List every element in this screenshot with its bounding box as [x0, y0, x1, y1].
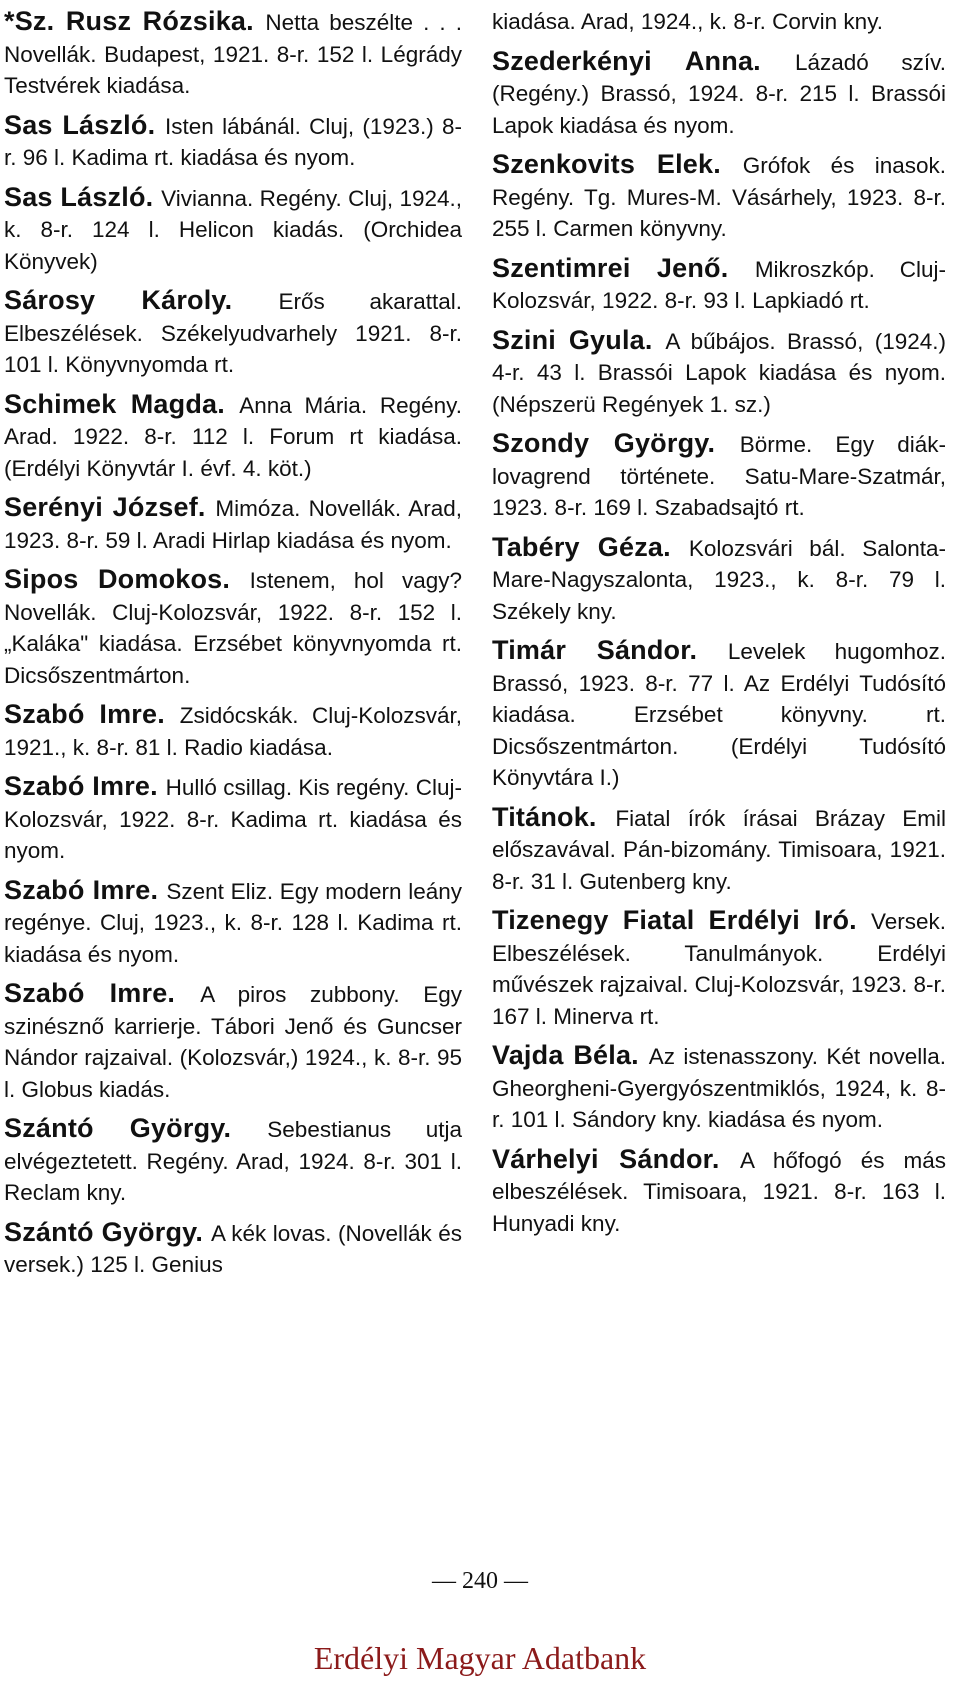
bibliography-entry: [492, 253, 946, 317]
bibliography-entry: [492, 1144, 946, 1240]
entry-author: Szentimrei Jenő.: [492, 252, 729, 283]
entry-author: Szabó Imre.: [4, 771, 158, 801]
bibliography-entry: [4, 110, 462, 174]
entry-author: Sas László.: [4, 109, 156, 140]
bibliography-entry: [4, 182, 462, 278]
entry-text: Kolozsvári bál. Salonta-Mare-Nagyszalonta, 1923., k. 8-r. 79 l. Székely kny.: [492, 535, 946, 624]
entry-author: *Sz. Rusz Rózsika.: [4, 6, 254, 36]
entry-text: Erős akarattal. Elbeszélések. Székelyudvarhely 1921. 8-r. 101 l. Könyvnyomda rt.: [4, 289, 463, 377]
entry-text: Sebestianus utja elvégeztetett. Regény. Arad, 1924. 8-r. 301 l. Reclam kny.: [4, 1117, 463, 1205]
entry-text: Börme. Egy diák-lovagrend története. Satu-Mare-Szatmár, 1923. 8-r. 169 l. Szabadsajtó rt.: [492, 432, 947, 520]
entry-author: Titánok.: [492, 801, 597, 832]
left-column: [4, 6, 462, 1289]
entry-text: A kék lovas. (Novellák és versek.) 125 l. Genius: [4, 1220, 463, 1277]
entry-text: Hulló csillag. Kis regény. Cluj-Kolozsvár, 1922. 8-r. Kadima rt. kiadása és nyom.: [4, 775, 463, 863]
entry-author: Szántó György.: [4, 1113, 232, 1143]
entry-text: Levelek hugomhoz. Brassó, 1923. 8-r. 77 l. Az Erdélyi Tudósító kiadása. Erzsébet könyvny. rt. Dicsőszentmárton. (Erdélyi Tudósító Könyvtára I.): [492, 639, 946, 790]
right-column: [492, 6, 946, 1247]
bibliography-entry: [4, 1217, 462, 1281]
entry-author: Tizenegy Fiatal Erdélyi Iró.: [492, 905, 857, 935]
bibliography-entry: [492, 428, 946, 524]
entry-text: A piros zubbony. Egy szinésznő karrierje. Tábori Jenő és Guncser Nándor rajzaival. (Kolozsvár,) 1924., k. 8-r. 95 l. Globus kiadás.: [4, 982, 463, 1102]
entry-text: Szent Eliz. Egy modern leány regénye. Cluj, 1923., k. 8-r. 128 l. Kadima rt. kiadása és nyom.: [4, 878, 462, 967]
bibliography-entry-continuation: [492, 6, 946, 38]
entry-text: Isten lábánál. Cluj, (1923.) 8-r. 96 l. Kadima rt. kiadása és nyom.: [4, 113, 462, 170]
entry-author: Szántó György.: [4, 1216, 204, 1247]
bibliography-entry: [4, 492, 462, 556]
bibliography-entry: [4, 699, 462, 763]
bibliography-entry: [4, 978, 462, 1105]
entry-author: Szenkovits Elek.: [492, 149, 721, 179]
bibliography-entry: [492, 149, 946, 245]
bibliography-entry: [492, 325, 946, 421]
entry-author: Szini Gyula.: [492, 324, 653, 355]
entry-author: Szabó Imre.: [4, 699, 165, 729]
bibliography-entry: [4, 389, 462, 485]
bibliography-entry: [4, 564, 462, 691]
entry-text: Az istenasszony. Két novella. Gheorgheni-Gyergyószentmiklós, 1924, k. 8-r. 101 l. Sándory kny. kiadása és nyom.: [492, 1044, 947, 1132]
bibliography-entry: [492, 802, 946, 898]
entry-text: Netta beszélte . . . Novellák. Budapest, 1921. 8-r. 152 l. Légrády Testvérek kiadása.: [4, 10, 463, 98]
entry-text: Versek. Elbeszélések. Tanulmányok. Erdélyi művészek rajzaival. Cluj-Kolozsvár, 1923. 8-r. 167 l. Minerva rt.: [492, 909, 946, 1029]
entry-author: Schimek Magda.: [4, 388, 225, 419]
entry-text: Anna Mária. Regény. Arad. 1922. 8-r. 112 l. Forum rt kiadása. (Erdélyi Könyvtár I. évf. 4. köt.): [4, 392, 463, 481]
bibliography-entry: [4, 1113, 462, 1209]
entry-text: Fiatal írók írásai Brázay Emil előszavával. Pán-bizomány. Timisoara, 1921. 8-r. 31 l. Gutenberg kny.: [492, 805, 947, 894]
bibliography-entry: [492, 46, 946, 142]
bibliography-entry: [4, 771, 462, 867]
bibliography-entry: [4, 285, 462, 381]
entry-text: A hőfogó és más elbeszélések. Timisoara, 1921. 8-r. 163 l. Hunyadi kny.: [492, 1147, 946, 1236]
entry-author: Tabéry Géza.: [492, 531, 671, 562]
entry-author: Szabó Imre.: [4, 978, 176, 1008]
entry-author: Szabó Imre.: [4, 874, 159, 905]
entry-text: kiadása. Arad, 1924., k. 8-r. Corvin kny.: [492, 9, 884, 34]
bibliography-entry: [492, 905, 946, 1032]
bibliography-entry: [4, 6, 462, 102]
entry-text: Mikroszkóp. Cluj-Kolozsvár, 1922. 8-r. 93 l. Lapkiadó rt.: [492, 256, 947, 313]
entry-author: Sárosy Károly.: [4, 285, 233, 315]
entry-author: Várhelyi Sándor.: [492, 1143, 720, 1174]
entry-text: Grófok és inasok. Regény. Tg. Mures-M. Vásárhely, 1923. 8-r. 255 l. Carmen könyvny.: [492, 153, 947, 241]
entry-text: Istenem, hol vagy? Novellák. Cluj-Kolozsvár, 1922. 8-r. 152 l. „Kaláka" kiadása. Erzsébet könyvnyomda rt. Dicsőszentmárton.: [4, 568, 462, 688]
entry-author: Sipos Domokos.: [4, 564, 231, 594]
entry-author: Sas László.: [4, 181, 154, 212]
entry-text: Zsidócskák. Cluj-Kolozsvár, 1921., k. 8-r. 81 l. Radio kiadása.: [4, 703, 463, 760]
entry-author: Serényi József.: [4, 492, 206, 522]
entry-text: Lázadó szív. (Regény.) Brassó, 1924. 8-r. 215 l. Brassói Lapok kiadása és nyom.: [492, 49, 946, 138]
entry-author: Szondy György.: [492, 428, 716, 458]
watermark: Erdélyi Magyar Adatbank: [313, 1640, 647, 1676]
bibliography-entry: [4, 875, 462, 971]
entry-text: Vivianna. Regény. Cluj, 1924., k. 8-r. 124 l. Helicon kiadás. (Orchidea Könyvek): [4, 185, 463, 274]
entry-text: A bűbájos. Brassó, (1924.) 4-r. 43 l. Brassói Lapok kiadása és nyom. (Népszerü Regények 1. sz.): [492, 328, 946, 417]
entry-text: Mimóza. Novellák. Arad, 1923. 8-r. 59 l. Aradi Hirlap kiadása és nyom.: [4, 496, 463, 553]
entry-author: Vajda Béla.: [492, 1040, 639, 1070]
bibliography-entry: [492, 1040, 946, 1136]
entry-author: Szederkényi Anna.: [492, 45, 761, 76]
bibliography-entry: [492, 635, 946, 794]
page-number: — 240 —: [432, 1568, 528, 1594]
entry-author: Timár Sándor.: [492, 635, 698, 665]
bibliography-entry: [492, 532, 946, 628]
